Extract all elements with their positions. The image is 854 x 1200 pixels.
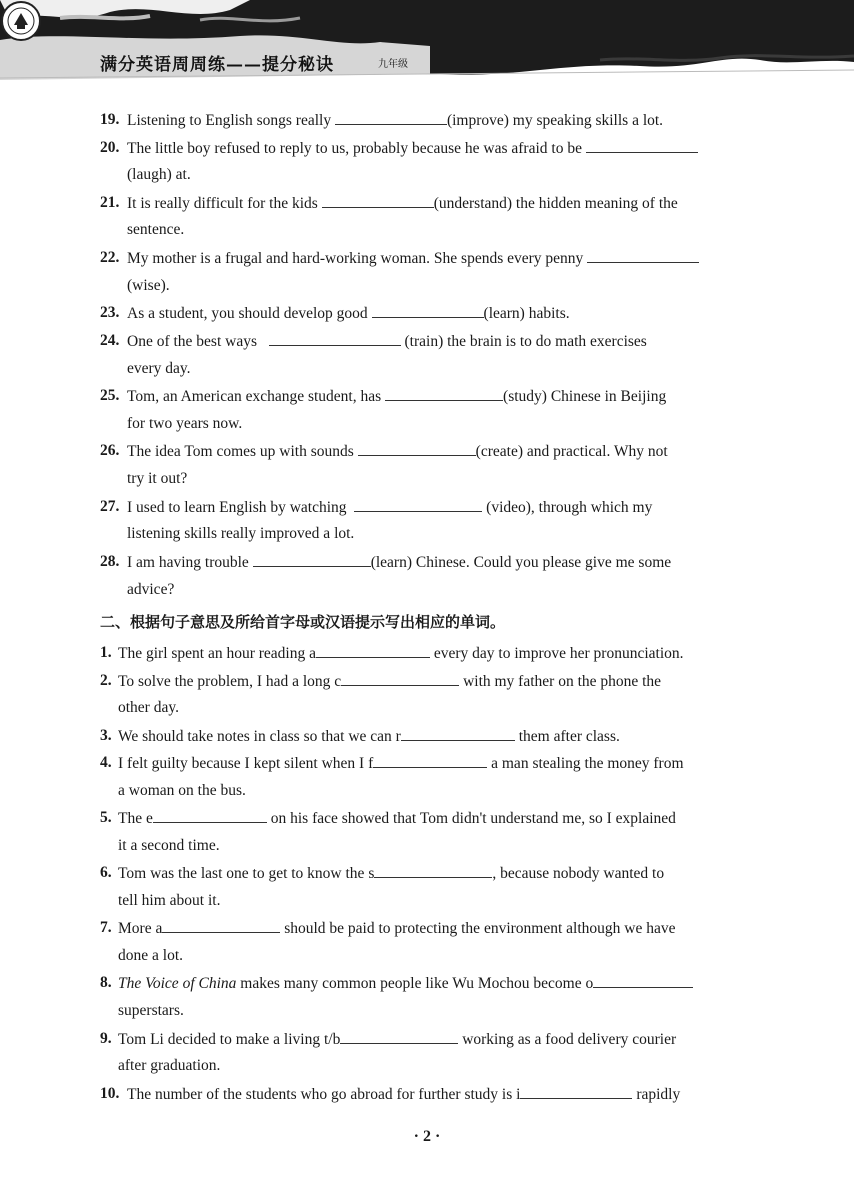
question-2-6-continued: tell him about it.: [118, 892, 221, 909]
question-number: 3.: [100, 727, 112, 744]
question-2-5-continued: it a second time.: [118, 837, 220, 854]
question-text: The Voice of China makes many common people like Wu Mochou become o: [118, 973, 693, 994]
answer-blank[interactable]: [358, 441, 476, 456]
question-26-continued: try it out?: [127, 470, 188, 487]
question-21-continued: sentence.: [127, 221, 185, 238]
question-number: 6.: [100, 864, 112, 881]
answer-blank[interactable]: [586, 138, 698, 153]
question-number: 1.: [100, 644, 112, 661]
question-text: The idea Tom comes up with sounds (create) and practical. Why not: [127, 443, 668, 460]
question-number: 26.: [100, 442, 120, 459]
question-number: 9.: [100, 1030, 112, 1047]
answer-blank[interactable]: [372, 303, 484, 318]
question-2-8-continued: superstars.: [118, 1002, 184, 1019]
grade-label: 九年级: [378, 59, 408, 70]
question-2-2-continued: other day.: [118, 699, 179, 716]
answer-blank[interactable]: [593, 973, 693, 988]
question-22-continued: (wise).: [127, 277, 170, 294]
book-title: 满分英语周周练——提分秘诀: [100, 55, 334, 75]
question-text: I felt guilty because I kept silent when I f a man stealing the money from: [118, 755, 684, 772]
answer-blank[interactable]: [374, 863, 492, 878]
question-text: Tom, an American exchange student, has (study) Chinese in Beijing: [127, 388, 667, 405]
answer-blank[interactable]: [341, 671, 459, 686]
answer-blank[interactable]: [253, 552, 371, 567]
question-2-4-continued: a woman on the bus.: [118, 782, 246, 799]
question-number: 8.: [100, 974, 112, 991]
question-number: 27.: [100, 498, 120, 515]
question-27-continued: listening skills really improved a lot.: [127, 525, 355, 542]
question-text: The number of the students who go abroad for further study is i rapidly: [127, 1086, 681, 1103]
question-text: My mother is a frugal and hard-working woman. She spends every penny: [127, 248, 699, 269]
answer-blank[interactable]: [322, 193, 434, 208]
school-emblem-icon: [0, 0, 42, 42]
question-20-continued: (laugh) at.: [127, 166, 191, 183]
answer-blank[interactable]: [354, 497, 482, 512]
question-number: 25.: [100, 387, 120, 404]
question-text: Tom Li decided to make a living t/b working as a food delivery courier: [118, 1031, 677, 1048]
answer-blank[interactable]: [385, 386, 503, 401]
question-text: The e on his face showed that Tom didn't understand me, so I explained: [118, 810, 676, 827]
question-number: 22.: [100, 249, 120, 266]
question-text: I used to learn English by watching (video), through which my: [127, 499, 653, 516]
answer-blank[interactable]: [335, 110, 447, 125]
question-number: 23.: [100, 304, 120, 321]
answer-blank[interactable]: [587, 248, 699, 263]
question-text: We should take notes in class so that we can r them after class.: [118, 728, 620, 745]
program-title: The Voice of China: [118, 975, 237, 992]
question-text: I am having trouble (learn) Chinese. Could you please give me some: [127, 554, 672, 571]
answer-blank[interactable]: [401, 726, 515, 741]
page-header: [0, 0, 854, 96]
page-number: · 2 ·: [413, 1128, 441, 1145]
question-number: 28.: [100, 553, 120, 570]
question-number: 21.: [100, 194, 120, 211]
answer-blank[interactable]: [153, 808, 267, 823]
answer-blank[interactable]: [340, 1029, 458, 1044]
answer-blank[interactable]: [373, 753, 487, 768]
question-2-7-continued: done a lot.: [118, 947, 183, 964]
question-number: 5.: [100, 809, 112, 826]
question-28-continued: advice?: [127, 581, 175, 598]
question-number: 20.: [100, 139, 120, 156]
question-24-continued: every day.: [127, 360, 191, 377]
answer-blank[interactable]: [162, 918, 280, 933]
section-2-heading: 二、根据句子意思及所给首字母或汉语提示写出相应的单词。: [100, 613, 506, 631]
answer-blank[interactable]: [269, 331, 401, 346]
question-number: 2.: [100, 672, 112, 689]
question-number: 4.: [100, 754, 112, 771]
answer-blank[interactable]: [520, 1084, 632, 1099]
question-number: 10.: [100, 1085, 120, 1102]
question-number: 7.: [100, 919, 112, 936]
question-25-continued: for two years now.: [127, 415, 243, 432]
answer-blank[interactable]: [316, 643, 430, 658]
question-text: One of the best ways (train) the brain is to do math exercises: [127, 333, 647, 350]
question-text: The little boy refused to reply to us, probably because he was afraid to be: [127, 138, 698, 159]
question-text: Listening to English songs really (improve) my speaking skills a lot.: [127, 112, 664, 129]
question-text: It is really difficult for the kids (understand) the hidden meaning of the: [127, 195, 678, 212]
question-number: 24.: [100, 332, 120, 349]
question-number: 19.: [100, 111, 120, 128]
question-text: As a student, you should develop good (learn) habits.: [127, 305, 570, 322]
brush-banner: [0, 0, 854, 96]
question-text: To solve the problem, I had a long c with my father on the phone the: [118, 673, 662, 690]
question-2-9-continued: after graduation.: [118, 1057, 221, 1074]
question-text: Tom was the last one to get to know the s , because nobody wanted to: [118, 865, 665, 882]
question-text: More a should be paid to protecting the environment although we have: [118, 920, 676, 937]
question-text: The girl spent an hour reading a every day to improve her pronunciation.: [118, 645, 684, 662]
